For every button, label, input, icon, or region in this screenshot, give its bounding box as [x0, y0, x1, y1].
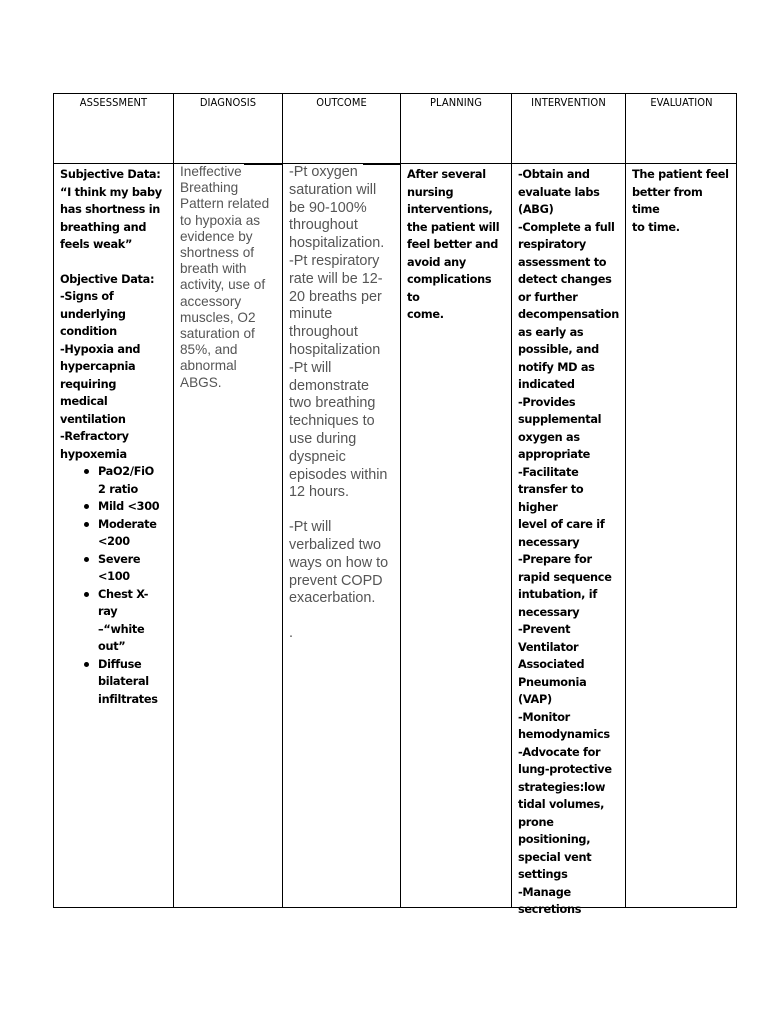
outcome-line: two breathing	[289, 395, 376, 412]
intervention-line: -Obtain and	[518, 168, 590, 181]
intervention-line: transfer to higher	[518, 483, 584, 514]
objective-line: ventilation	[60, 412, 126, 426]
intervention-line: indicated	[518, 378, 575, 391]
outcome-line: verbalized two	[289, 536, 381, 553]
objective-line: hypercapnia	[60, 360, 136, 373]
objective-line: -Signs of	[60, 290, 114, 303]
diagnosis-line: to hypoxia as	[180, 212, 261, 228]
bullet-icon	[84, 662, 89, 667]
outcome-line: minute	[289, 306, 333, 323]
outcome-line: 20 breaths per	[289, 288, 382, 305]
assessment-cell	[54, 164, 173, 907]
planning-line: complications to	[407, 273, 492, 304]
outcome-line: -Pt oxygen	[289, 164, 358, 180]
planning-column	[401, 94, 512, 907]
diagnosis-line: ABGS.	[180, 374, 222, 390]
intervention-line: special vent	[518, 850, 592, 864]
intervention-line: assessment to	[518, 255, 607, 269]
diagnosis-line: shortness of	[180, 245, 255, 261]
evaluation-line: better from time	[632, 185, 703, 216]
subjective-line: has shortness in	[60, 203, 161, 216]
bullet-text: <200	[98, 535, 130, 548]
bullet-text: Severe	[98, 552, 141, 566]
bullet-text: –“white	[98, 622, 145, 636]
bullet-icon	[84, 592, 89, 597]
header-planning: PLANNING	[401, 94, 511, 164]
intervention-line: secretions	[518, 903, 582, 916]
outcome-line: throughout	[289, 217, 358, 234]
evaluation-line: to time.	[632, 220, 680, 234]
evaluation-column	[626, 94, 737, 907]
bullet-icon	[84, 557, 89, 562]
intervention-line: -Advocate for	[518, 745, 601, 759]
intervention-column	[512, 94, 626, 916]
bullet-item-mild	[60, 498, 167, 516]
intervention-line: -Monitor	[518, 710, 570, 724]
bullet-text: infiltrates	[98, 692, 158, 706]
subjective-title: Subjective Data:	[60, 168, 161, 181]
planning-line: come.	[407, 308, 444, 321]
outcome-line: be 90-100%	[289, 199, 367, 216]
intervention-line: necessary	[518, 535, 580, 549]
intervention-line: strategies:low	[518, 780, 606, 794]
objective-line: underlying	[60, 307, 126, 321]
intervention-line: Associated	[518, 658, 585, 671]
intervention-line: or further	[518, 290, 578, 304]
intervention-line: Ventilator	[518, 640, 579, 654]
bullet-text: Moderate	[98, 517, 157, 531]
diagnosis-line: evidence by	[180, 228, 253, 244]
header-evaluation: EVALUATION	[626, 94, 737, 164]
text-box-edge	[363, 164, 401, 165]
subjective-line: “I think my baby	[60, 185, 162, 199]
intervention-line: (ABG)	[518, 203, 554, 216]
bullet-text: 2 ratio	[98, 482, 138, 496]
objective-bullet-list	[60, 463, 167, 708]
diagnosis-column	[174, 94, 283, 907]
objective-line: hypoxemia	[60, 447, 127, 461]
intervention-line: possible, and	[518, 343, 599, 356]
outcome-trailing-dot: .	[289, 625, 293, 642]
intervention-cell	[512, 164, 625, 916]
header-intervention: INTERVENTION	[512, 94, 625, 164]
bullet-icon	[84, 469, 89, 474]
bullet-item-diffuse	[60, 656, 167, 709]
bullet-text: out”	[98, 640, 126, 653]
outcome-line: prevent COPD	[289, 572, 383, 589]
diagnosis-line: accessory	[180, 293, 242, 309]
intervention-line: oxygen as	[518, 430, 580, 444]
outcome-line: episodes within	[289, 466, 388, 483]
diagnosis-line: abnormal	[180, 358, 237, 374]
objective-title: Objective Data:	[60, 272, 155, 286]
outcome-column	[283, 94, 401, 907]
bullet-item-chest-xray	[60, 586, 167, 656]
intervention-line: tidal volumes,	[518, 798, 605, 811]
objective-line: -Hypoxia and	[60, 342, 141, 356]
subjective-line: breathing and	[60, 220, 147, 234]
bullet-text: Chest X-	[98, 587, 149, 601]
planning-line: feel better and	[407, 238, 499, 251]
bullet-icon	[84, 522, 89, 527]
header-diagnosis: DIAGNOSIS	[174, 94, 282, 164]
intervention-line: -Prepare for	[518, 553, 592, 566]
outcome-line: hospitalization.	[289, 235, 385, 252]
outcome-line: -Pt will	[289, 359, 332, 376]
outcome-line: use during	[289, 430, 357, 447]
intervention-line: level of care if	[518, 518, 605, 531]
planning-line: nursing	[407, 185, 454, 199]
outcome-line: exacerbation.	[289, 590, 376, 607]
bullet-icon	[84, 504, 89, 509]
intervention-line: -Complete a full	[518, 220, 615, 234]
bullet-text: <100	[98, 570, 130, 583]
intervention-line: detect changes	[518, 273, 612, 286]
outcome-line: hospitalization	[289, 341, 381, 358]
intervention-line: -Prevent	[518, 623, 571, 636]
assessment-column	[54, 94, 174, 907]
intervention-line: as early as	[518, 325, 584, 339]
diagnosis-line: Ineffective	[180, 164, 242, 179]
outcome-line: dyspneic	[289, 448, 346, 465]
care-plan-table	[53, 93, 737, 916]
intervention-line: positioning,	[518, 833, 591, 846]
evaluation-cell	[626, 164, 737, 907]
intervention-line: supplemental	[518, 413, 602, 426]
outcome-line: techniques to	[289, 413, 375, 430]
outcome-line: ways on how to	[289, 554, 389, 571]
intervention-line: appropriate	[518, 448, 591, 461]
header-assessment: ASSESSMENT	[54, 94, 173, 164]
bullet-text: bilateral	[98, 675, 149, 688]
outcome-line: throughout	[289, 324, 358, 341]
outcome-line: -Pt will	[289, 519, 332, 536]
subjective-line: feels weak”	[60, 238, 133, 251]
outcome-line: -Pt respiratory	[289, 252, 380, 269]
outcome-cell	[283, 164, 400, 907]
intervention-line: settings	[518, 868, 568, 881]
header-outcome: OUTCOME	[283, 94, 400, 164]
evaluation-line: The patient feel	[632, 168, 729, 181]
outcome-line: demonstrate	[289, 377, 369, 394]
intervention-line: hemodynamics	[518, 728, 610, 741]
diagnosis-line: saturation of	[180, 326, 255, 342]
objective-line: requiring medical	[60, 377, 117, 408]
objective-line: condition	[60, 325, 117, 338]
bullet-text: ray	[98, 605, 118, 618]
intervention-line: necessary	[518, 605, 580, 619]
diagnosis-line: activity, use of	[180, 277, 266, 293]
bullet-item-severe	[60, 551, 167, 586]
diagnosis-cell	[174, 164, 282, 907]
planning-cell	[401, 164, 511, 907]
diagnosis-line: 85%, and	[180, 342, 238, 358]
intervention-line: -Facilitate	[518, 465, 579, 479]
text-box-edge	[244, 164, 282, 165]
objective-line: -Refractory	[60, 430, 129, 443]
outcome-line: 12 hours.	[289, 484, 350, 501]
diagnosis-line: muscles, O2	[180, 309, 256, 325]
intervention-line: -Provides	[518, 395, 576, 409]
bullet-item-pao2	[60, 463, 167, 498]
outcome-line: rate will be 12-	[289, 270, 383, 287]
intervention-line: notify MD as	[518, 360, 595, 374]
intervention-line: intubation, if	[518, 588, 597, 601]
planning-line: interventions,	[407, 203, 493, 216]
intervention-line: lung-protective	[518, 763, 612, 776]
intervention-line: -Manage	[518, 885, 571, 899]
diagnosis-line: Pattern related	[180, 196, 270, 212]
intervention-line: respiratory	[518, 238, 586, 251]
intervention-line: Pneumonia (VAP)	[518, 675, 587, 706]
bullet-text: Diffuse	[98, 657, 142, 671]
planning-line: the patient will	[407, 220, 500, 234]
diagnosis-line: breath with	[180, 261, 247, 277]
intervention-line: prone	[518, 815, 554, 829]
diagnosis-line: Breathing	[180, 180, 239, 196]
planning-line: avoid any	[407, 255, 466, 269]
planning-line: After several	[407, 168, 486, 181]
bullet-item-moderate	[60, 516, 167, 551]
outcome-line: saturation will	[289, 181, 377, 198]
bullet-text: Mild <300	[98, 500, 160, 513]
intervention-line: rapid sequence	[518, 570, 612, 584]
bullet-text: PaO2/FiO	[98, 465, 154, 478]
intervention-line: evaluate labs	[518, 185, 600, 199]
intervention-line: decompensation	[518, 308, 619, 321]
